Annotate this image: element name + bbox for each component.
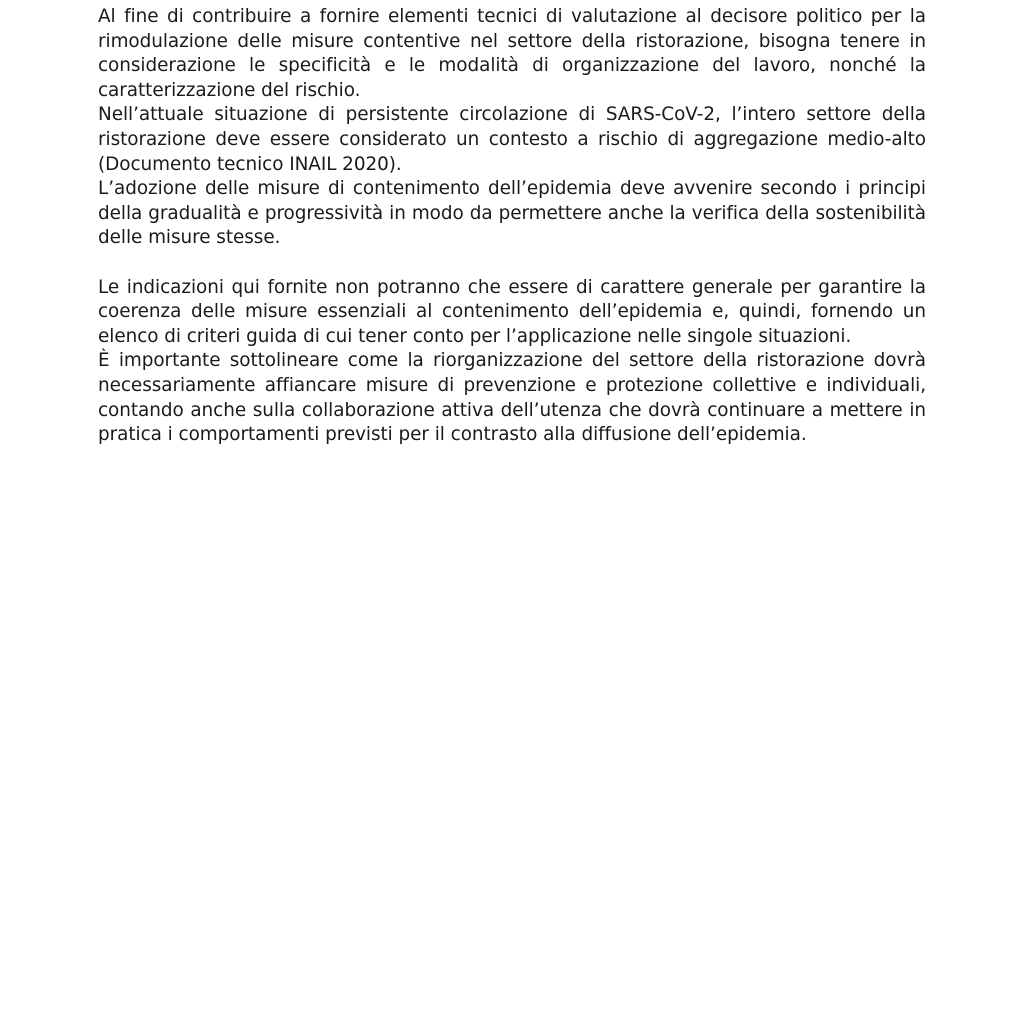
paragraph-measures-context: Al fine di contribuire a fornire elementi tecnici di valutazione al decisore politico per la rimodulazione delle misure contentive nel settore della ristorazione, bisogna tenere in considerazione le specificità e le modalità di organizzazione del lavoro, nonché la caratterizzazione del rischio. <box>98 6 926 101</box>
paragraph-risk-level: Nell’attuale situazione di persistente circolazione di SARS-CoV-2, l’intero settore della ristorazione deve essere considerato un contesto a rischio di aggregazione medio-alto (Documento tecnico INAIL 2020). <box>98 104 926 175</box>
paragraph-general-indications: Le indicazioni qui fornite non potranno che essere di carattere generale per garantire la coerenza delle misure essenziali al contenimento dell’epidemia e, quindi, fornendo un elenco di criteri guida di cui tener conto per l’applicazione nelle singole situazioni. <box>98 276 926 347</box>
paragraph-gradual-adoption: L’adozione delle misure di contenimento dell’epidemia deve avvenire secondo i principi della gradualità e progressività in modo da permettere anche la verifica della sostenibilità delle misure stesse. <box>98 178 926 249</box>
paragraph-reorganization: È importante sottolineare come la riorganizzazione del settore della ristorazione dovrà necessariamente affiancare misure di prevenzione e protezione collettive e individuali, contando anche sulla collaborazione attiva dell’utenza che dovrà continuare a mettere in pratica i comportamenti previsti per il contrasto alla diffusione dell’epidemia. <box>98 350 926 446</box>
paragraph-spacer <box>98 251 926 276</box>
body-text <box>98 5 926 448</box>
